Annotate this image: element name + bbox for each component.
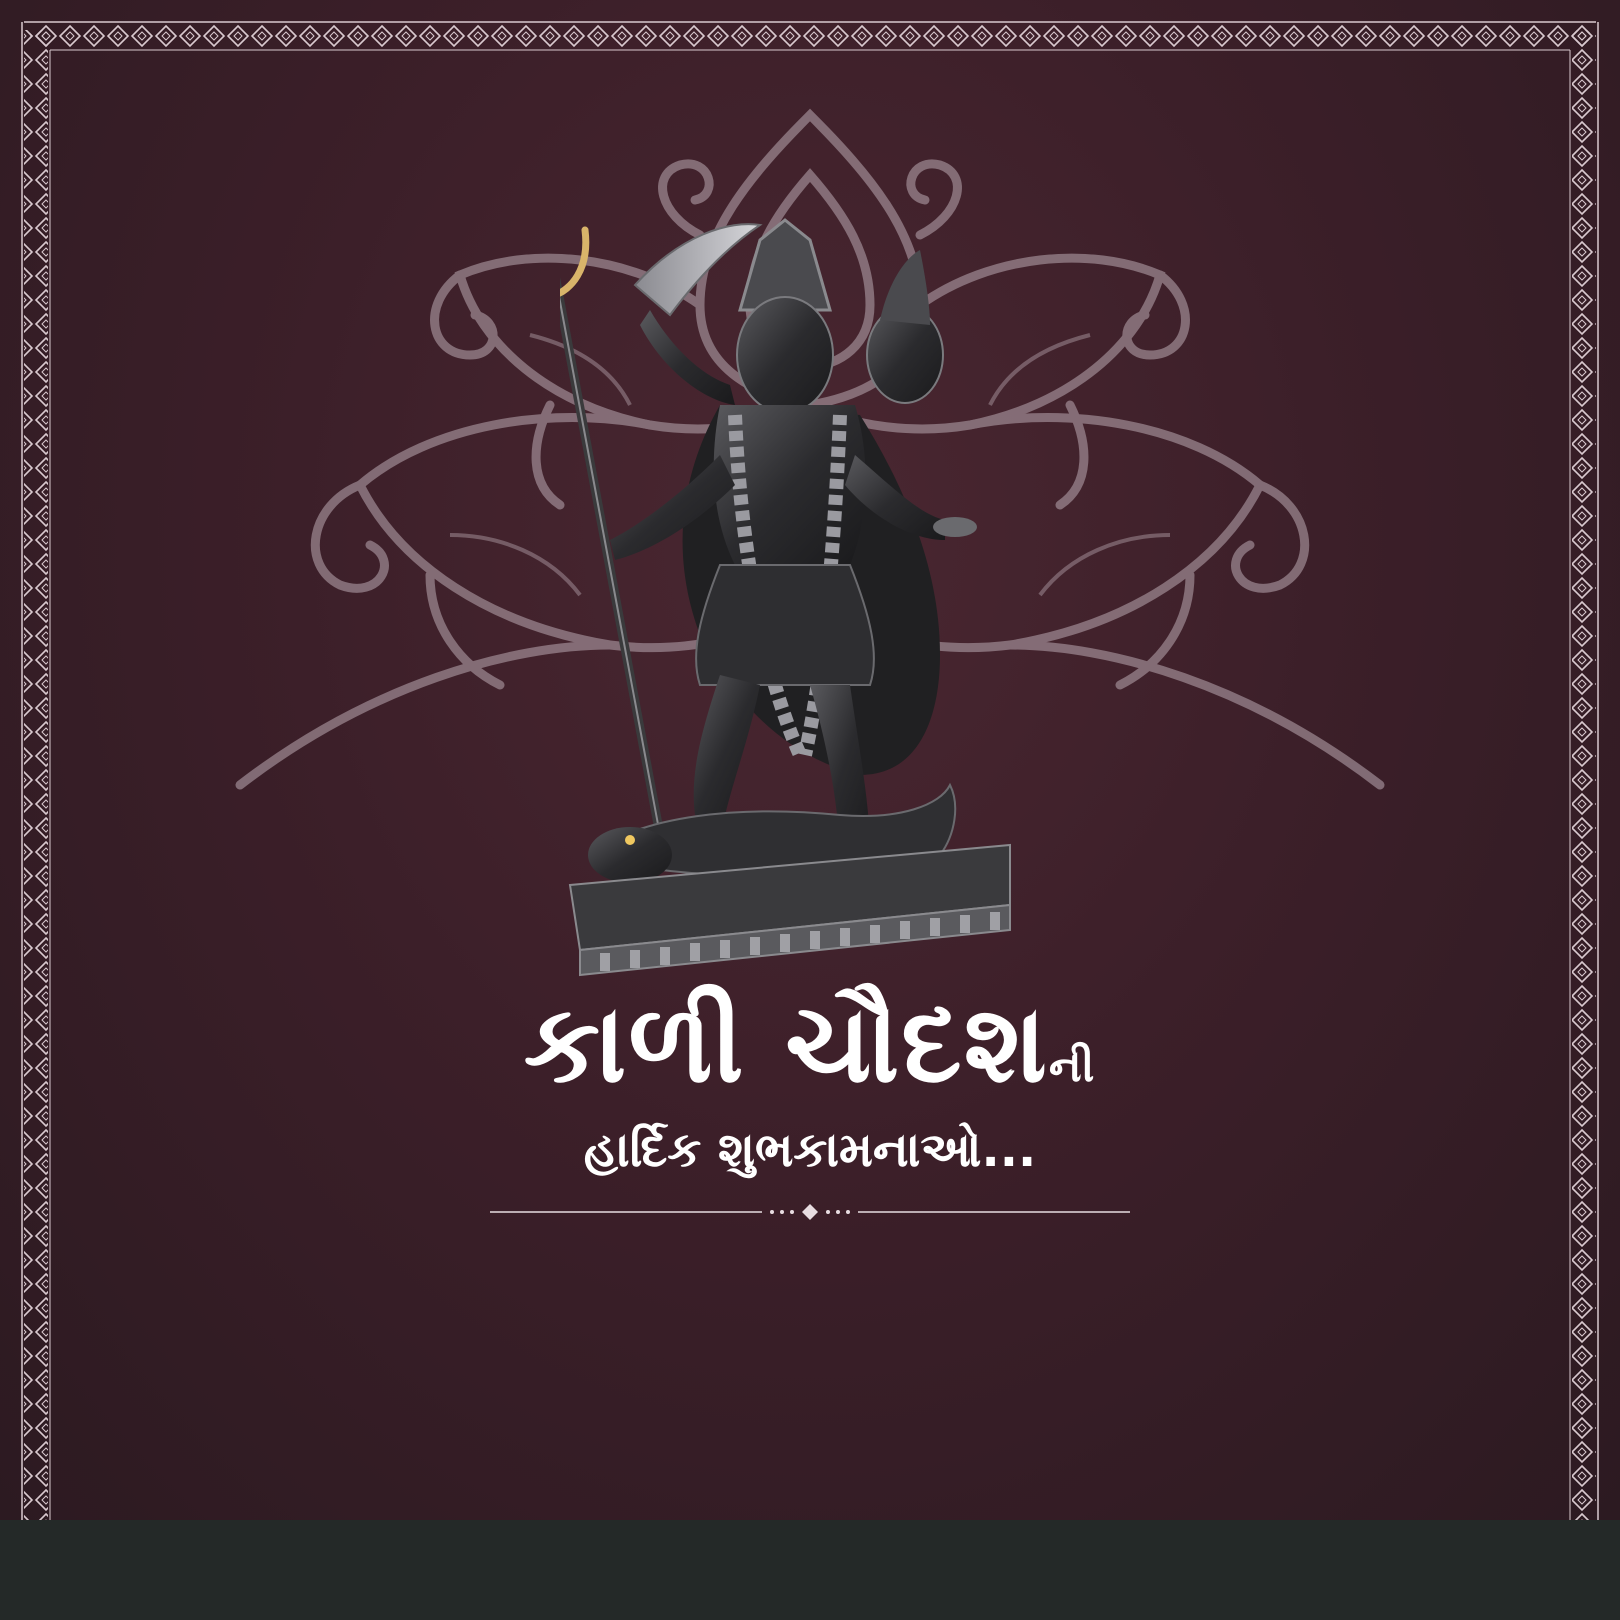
ornamental-divider-icon	[490, 1198, 1130, 1226]
greeting-title-main: કાળી ચૌદશ	[523, 982, 1049, 1107]
greeting-title	[0, 980, 1620, 1132]
greeting-title-suffix: ની	[1048, 1041, 1097, 1092]
greeting-subtitle: હાર્દિક શુભકામનાઓ...	[583, 1122, 1037, 1178]
footer-band	[0, 1520, 1620, 1620]
kali-idol-icon	[560, 215, 1060, 990]
